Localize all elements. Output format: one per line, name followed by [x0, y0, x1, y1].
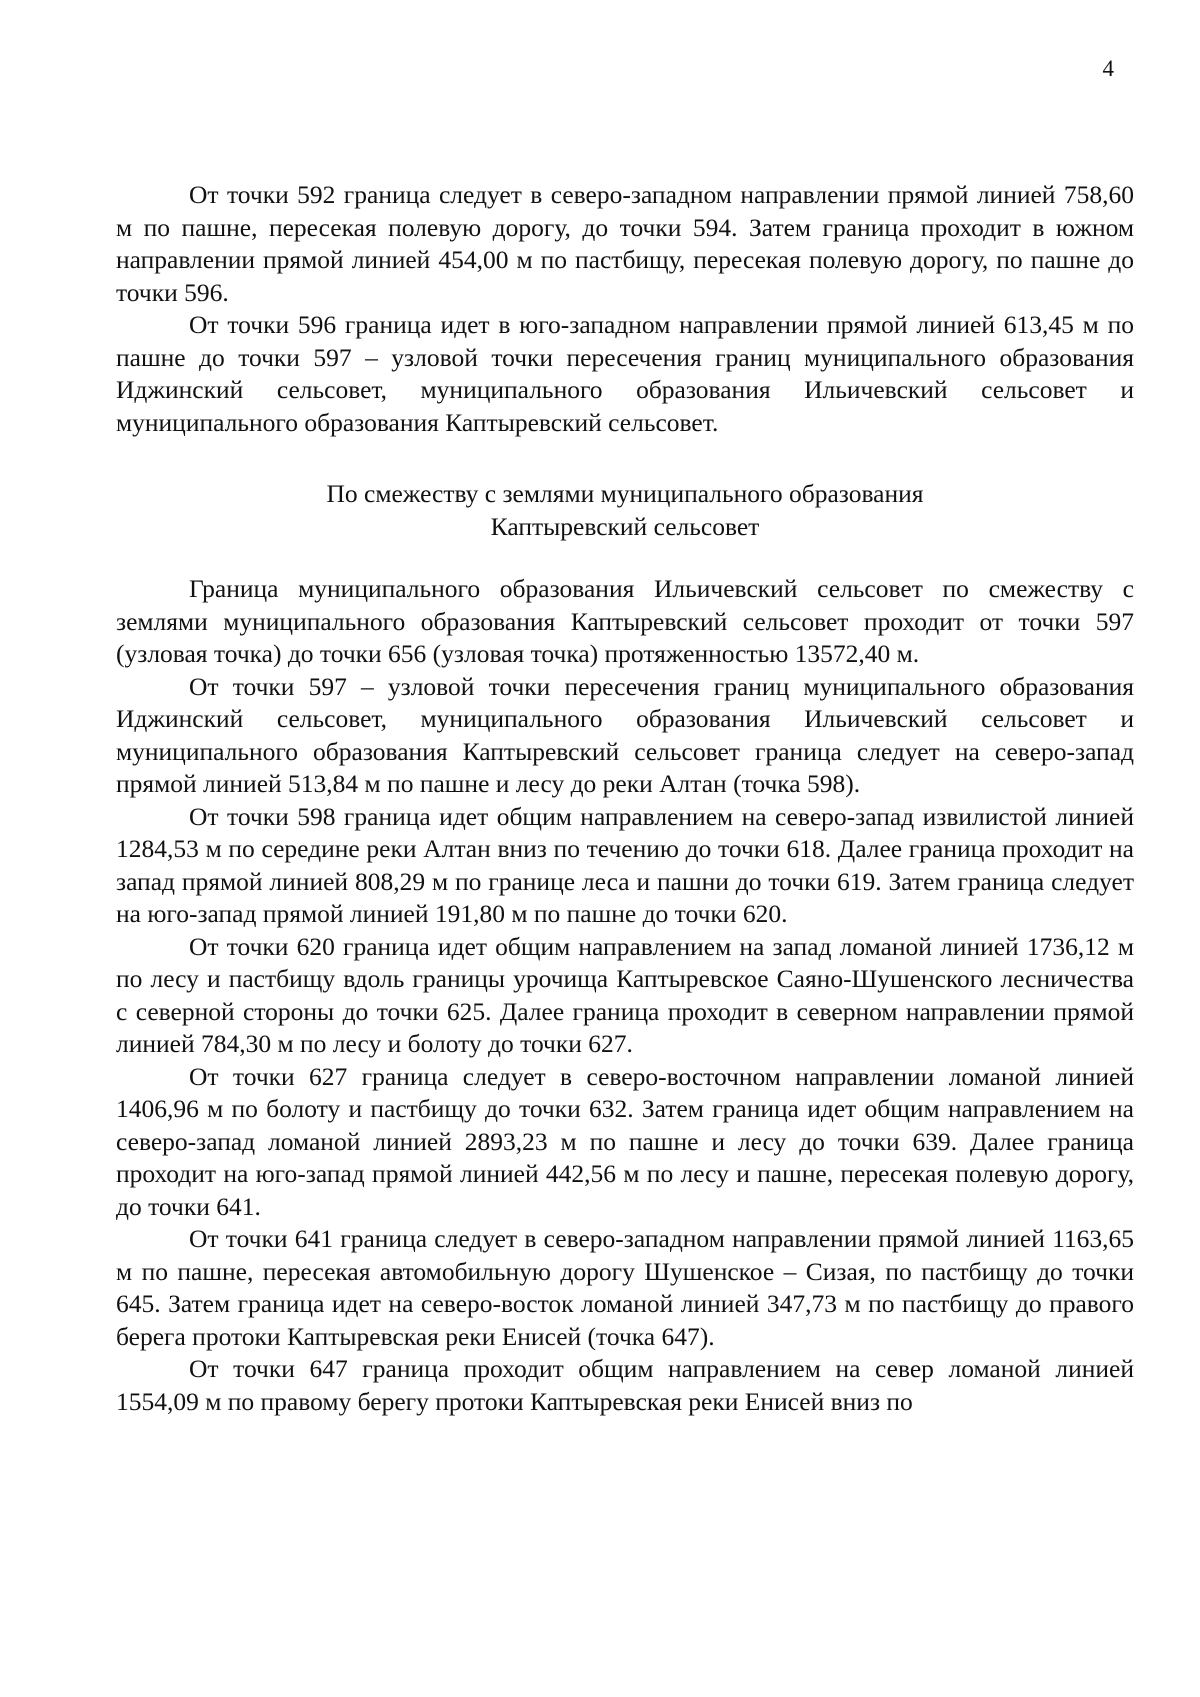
- document-body: [116, 179, 1134, 1418]
- page-number: 4: [1102, 56, 1114, 81]
- paragraph: От точки 620 граница идет общим направлением на запад ломаной линией 1736,12 м по лесу и пастбищу вдоль границы урочища Каптыревское Саяно-Шушенского лесничества с северной стороны до точки 625. Далее граница проходит в северном направлении прямой линией 784,30 м по лесу и болоту до точки 627.: [116, 931, 1134, 1058]
- paragraph: От точки 627 граница следует в северо-восточном направлении ломаной линией 1406,96 м по болоту и пастбищу до точки 632. Затем граница идет общим направлением на северо-запад ломаной линией 2893,23 м по пашне и лесу до точки 639. Далее граница проходит на юго-запад прямой линией 442,56 м по лесу и пашне, пересекая полевую дорогу, до точки 641.: [116, 1061, 1134, 1221]
- section-heading-line-1: По смежеству с землями муниципального образования: [326, 479, 924, 508]
- paragraph: От точки 597 – узловой точки пересечения границ муниципального образования Иджинский сельсовет, муниципального образования Ильичевский сельсовет и муниципального образования Каптыревский сельсовет граница следует на северо-запад прямой линией 513,84 м по пашне и лесу до реки Алтан (точка 598).: [116, 671, 1134, 798]
- paragraph-continued: От точки 647 граница проходит общим направлением на север ломаной линией 1554,09 м по правому берегу протоки Каптыревская реки Енисей вниз по: [116, 1354, 1134, 1416]
- paragraph: От точки 598 граница идет общим направлением на северо-запад извилистой линией 1284,53 м по середине реки Алтан вниз по течению до точки 618. Далее граница проходит на запад прямой линией 808,29 м по границе леса и пашни до точки 619. Затем граница следует на юго-запад прямой линией 191,80 м по пашне до точки 620.: [116, 801, 1134, 928]
- paragraph: От точки 641 граница следует в северо-западном направлении прямой линией 1163,65 м по пашне, пересекая автомобильную дорогу Шушенское – Сизая, по пастбищу до точки 645. Затем граница идет на северо-восток ломаной линией 347,73 м по пастбищу до правого берега протоки Каптыревская реки Енисей (точка 647).: [116, 1224, 1134, 1351]
- paragraph: От точки 596 граница идет в юго-западном направлении прямой линией 613,45 м по пашне до точки 597 – узловой точки пересечения границ муниципального образования Иджинский сельсовет, муниципального образования Ильичевский сельсовет и муниципального образования Каптыревский сельсовет.: [116, 310, 1134, 437]
- paragraph: Граница муниципального образования Ильичевский сельсовет по смежеству с землями муниципального образования Каптыревский сельсовет проходит от точки 597 (узловая точка) до точки 656 (узловая точка) протяженностью 13572,40 м.: [116, 574, 1134, 668]
- section-heading-line-2: Каптыревский сельсовет: [490, 511, 760, 541]
- paragraph: От точки 592 граница следует в северо-западном направлении прямой линией 758,60 м по пашне, пересекая полевую дорогу, до точки 594. Затем граница проходит в южном направлении прямой линией 454,00 м по пастбищу, пересекая полевую дорогу, по пашне до точки 596.: [116, 180, 1134, 307]
- section-heading: [116, 478, 1134, 543]
